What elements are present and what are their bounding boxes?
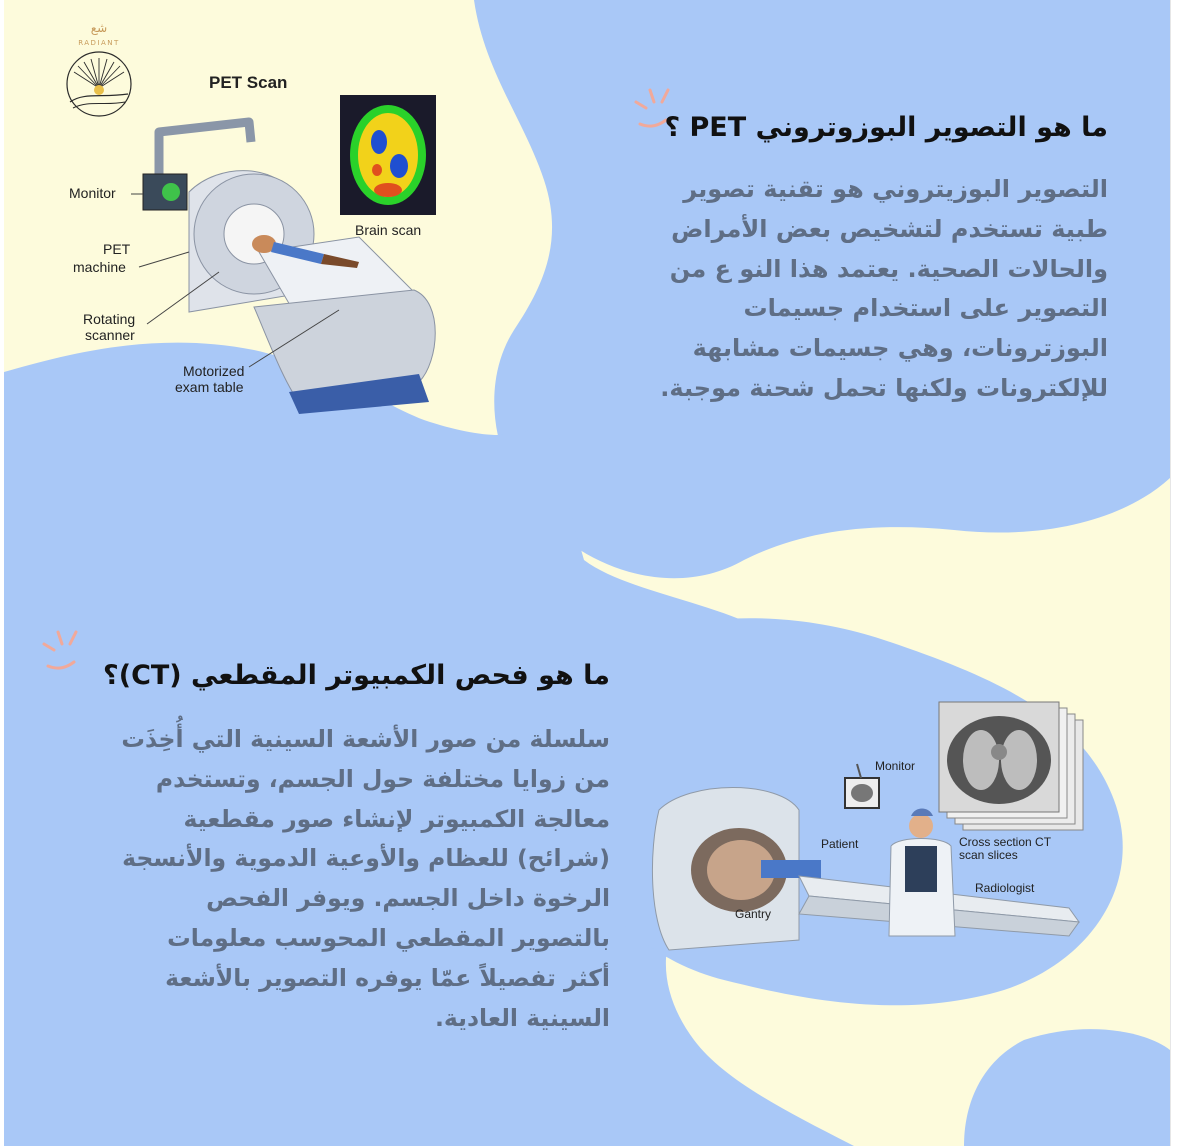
pet-body-line: التصوير البوزيتروني هو تقنية تصوير <box>683 175 1108 203</box>
pet-section-title: ما هو التصوير البوزوتروني PET ؟ <box>664 112 1108 143</box>
exam-table-label-1: Motorized <box>183 363 245 379</box>
exam-table-label-2: exam table <box>175 379 244 395</box>
brain-scan-label: Brain scan <box>355 222 422 238</box>
pet-body-line: التصوير على استخدام جسيمات <box>743 294 1108 323</box>
ct-body-line: الرخوة داخل الجسم. ويوفر الفحص <box>206 884 610 913</box>
ct-scan-illustration <box>649 700 1089 960</box>
sparkle-icon <box>40 630 88 674</box>
logo-latin-text: RADIANT <box>78 39 120 47</box>
pet-body-line: طبية تستخدم لتشخيص بعض الأمراض <box>671 214 1108 243</box>
bottom-right-blob <box>964 1029 1170 1146</box>
logo-arabic-text: شع <box>90 21 108 35</box>
ct-slices-label-2: scan slices <box>959 848 1018 862</box>
infographic-sheet <box>4 0 1171 1146</box>
ct-body-line: السينية العادية. <box>434 1003 610 1032</box>
pet-machine-label-2: machine <box>73 259 126 275</box>
ct-body-line: من زوايا مختلفة حول الجسم، وتستخدم <box>155 764 610 793</box>
pet-monitor-label: Monitor <box>69 185 116 201</box>
pet-scan-illustration <box>59 62 449 422</box>
pet-section-body <box>588 170 1108 409</box>
ct-body-line: بالتصوير المقطعي المحوسب معلومات <box>167 923 610 952</box>
pet-machine-label-1: PET <box>103 241 131 257</box>
radiologist-figure <box>889 809 955 937</box>
ct-section-title: ما هو فحص الكمبيوتر المقطعي (CT)؟ <box>103 660 610 691</box>
rotating-scanner-label-2: scanner <box>85 327 135 343</box>
ct-body-line: أكثر تفصيلاً عمّا يوفره التصوير بالأشعة <box>165 963 610 992</box>
ct-body-line: معالجة الكمبيوتر لإنشاء صور مقطعية <box>183 804 610 833</box>
rotating-scanner-label-1: Rotating <box>83 311 136 327</box>
pet-body-line: البوزترونات، وهي جسيمات مشابهة <box>692 334 1108 363</box>
ct-slices-label-1: Cross section CT <box>959 835 1052 849</box>
ct-body-line: سلسلة من صور الأشعة السينية التي أُخِذَت <box>121 725 610 753</box>
ct-gantry-label: Gantry <box>735 907 772 921</box>
ct-patient-label: Patient <box>821 837 859 851</box>
pet-figure-title: PET Scan <box>209 73 288 92</box>
ct-radiologist-label: Radiologist <box>975 881 1035 895</box>
ct-monitor-label: Monitor <box>875 759 916 773</box>
ct-section-body <box>50 720 610 1038</box>
pet-body-line: والحالات الصحية. يعتمد هذا النو ع من <box>669 254 1108 283</box>
pet-body-line: للإلكترونات ولكنها تحمل شحنة موجبة. <box>660 373 1108 402</box>
ct-slices-image <box>939 702 1083 830</box>
ct-body-line: (شرائح) للعظام والأوعية الدموية والأنسجة <box>122 844 610 873</box>
